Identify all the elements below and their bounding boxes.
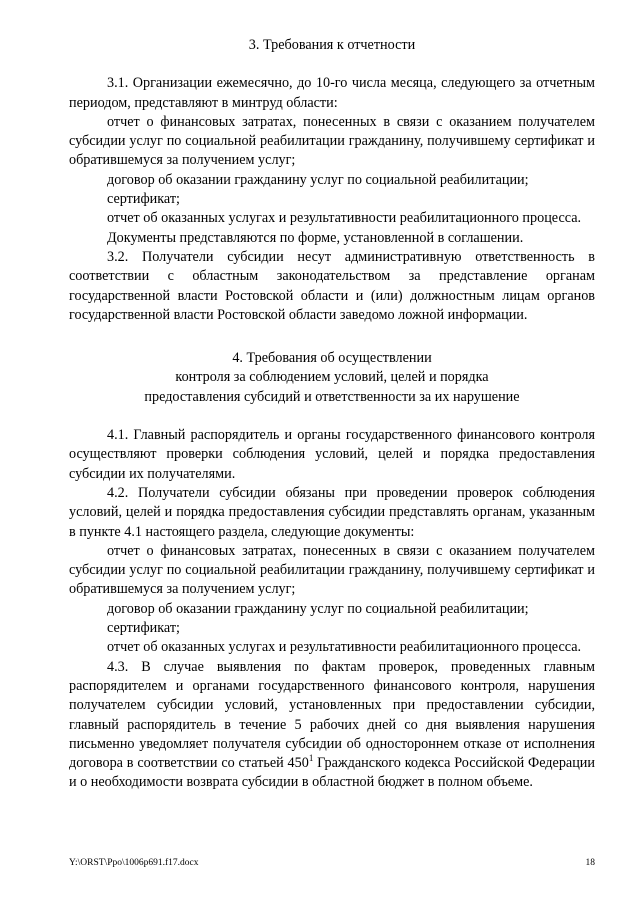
spacer <box>69 407 595 426</box>
paragraph-3-1-note: Документы представляются по форме, установленной в соглашении. <box>107 229 524 246</box>
paragraph-3-2: 3.2. Получатели субсидии несут административную ответственность в соответствии с областным законодательством за представление органам государственной власти Ростовской области и (или) должностным лицам органов государственной власти Ростовской области заведомо ложной информации. <box>69 248 595 323</box>
paragraph-3-1-item-2: договор об оказании гражданину услуг по социальной реабилитации; <box>107 171 529 188</box>
document-page <box>69 36 595 793</box>
footer-file-path: Y:\ORST\Ppo\1006p691.f17.docx <box>69 858 199 868</box>
section-4-title-line-2: контроля за соблюдением условий, целей и порядка <box>175 369 489 386</box>
section-4-title-line-1: 4. Требования об осуществлении <box>232 350 432 367</box>
paragraph-4-2-item-1: отчет о финансовых затратах, понесенных в связи с оказанием получателем субсидии услуг по социальной реабилитации гражданину, получившему сертификат и обратившемуся за получением услуг; <box>69 542 595 598</box>
paragraph-3-1-item-4: отчет об оказанных услугах и результативности реабилитационного процесса. <box>107 210 582 227</box>
paragraph-4-3 <box>69 658 595 793</box>
spacer <box>69 325 595 349</box>
section-3-title: 3. Требования к отчетности <box>248 37 416 53</box>
paragraph-4-3-text-end: Гражданского кодекса Российской Федерации и о необходимости возврата субсидии в областной бюджет в полном объеме. <box>69 755 595 791</box>
spacer <box>69 55 595 74</box>
paragraph-3-1-item-3: сертификат; <box>107 191 181 208</box>
paragraph-4-1: 4.1. Главный распорядитель и органы государственного финансового контроля осуществляют проверки соблюдения условий, целей и порядка предоставления субсидии их получателями. <box>69 427 595 482</box>
paragraph-4-2-item-4: отчет об оказанных услугах и результативности реабилитационного процесса. <box>107 639 582 656</box>
paragraph-4-2-item-2: договор об оказании гражданину услуг по социальной реабилитации; <box>107 600 529 617</box>
paragraph-3-1: 3.1. Организации ежемесячно, до 10-го числа месяца, следующего за отчетным периодом, представляют в минтруд области: <box>69 75 595 111</box>
paragraph-4-3-text-start: 4.3. В случае выявления по фактам проверок, проведенных главным распорядителем и органами государственного финансового контроля, нарушения получателем субсидии условий, установленных при предоставлении субсидии, главный распорядитель в течение 5 рабочих дней со дня выявления нарушения письменно уведомляет получателя субсидии об одностороннем отказе от исполнения договора в соответствии со статьей 450 <box>69 658 595 772</box>
section-4-title-line-3: предоставления субсидий и ответственности за их нарушение <box>144 388 520 405</box>
paragraph-3-1-item-1: отчет о финансовых затратах, понесенных в связи с оказанием получателем субсидии услуг по социальной реабилитации гражданину, получившему сертификат и обратившемуся за получением услуг; <box>69 113 595 169</box>
footer-page-number: 18 <box>585 858 595 868</box>
paragraph-4-2-item-3: сертификат; <box>107 620 181 637</box>
article-superscript: 1 <box>308 753 314 764</box>
section-3-heading <box>69 36 595 55</box>
paragraph-4-2: 4.2. Получатели субсидии обязаны при проведении проверок соблюдения условий, целей и порядка предоставления субсидии представлять органам, указанным в пункте 4.1 настоящего раздела, следующие документы: <box>69 484 595 540</box>
section-4-heading <box>69 349 595 407</box>
